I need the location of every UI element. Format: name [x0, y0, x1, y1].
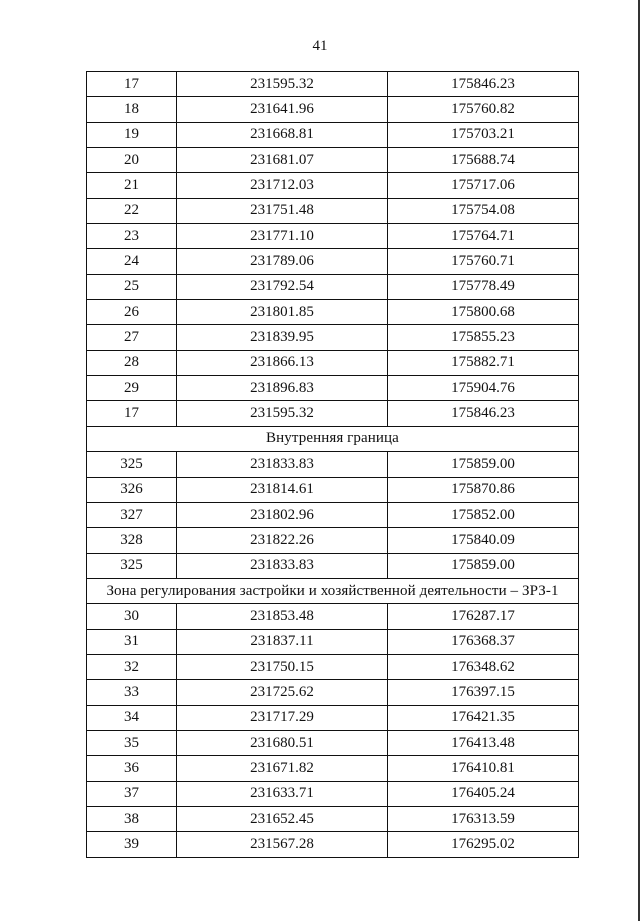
- table-row: [87, 224, 579, 249]
- point-number-cell: 27: [87, 325, 177, 350]
- y-coordinate-cell: 176413.48: [388, 730, 579, 755]
- point-number-cell: 26: [87, 300, 177, 325]
- x-coordinate-cell: 231792.54: [177, 274, 388, 299]
- section-heading-row: [87, 578, 579, 603]
- y-coordinate-cell: 175859.00: [388, 452, 579, 477]
- x-coordinate-cell: 231814.61: [177, 477, 388, 502]
- x-coordinate-cell: 231822.26: [177, 528, 388, 553]
- y-coordinate-cell: 175754.08: [388, 198, 579, 223]
- table-row: [87, 198, 579, 223]
- y-coordinate-cell: 176348.62: [388, 654, 579, 679]
- point-number-cell: 17: [87, 72, 177, 97]
- point-number-cell: 18: [87, 97, 177, 122]
- x-coordinate-cell: 231789.06: [177, 249, 388, 274]
- x-coordinate-cell: 231595.32: [177, 72, 388, 97]
- y-coordinate-cell: 175846.23: [388, 72, 579, 97]
- table-row: [87, 705, 579, 730]
- y-coordinate-cell: 175778.49: [388, 274, 579, 299]
- y-coordinate-cell: 175852.00: [388, 502, 579, 527]
- x-coordinate-cell: 231833.83: [177, 553, 388, 578]
- table-row: [87, 502, 579, 527]
- y-coordinate-cell: 176397.15: [388, 680, 579, 705]
- point-number-cell: 36: [87, 756, 177, 781]
- point-number-cell: 35: [87, 730, 177, 755]
- y-coordinate-cell: 175846.23: [388, 401, 579, 426]
- point-number-cell: 30: [87, 604, 177, 629]
- point-number-cell: 17: [87, 401, 177, 426]
- table-row: [87, 781, 579, 806]
- point-number-cell: 31: [87, 629, 177, 654]
- table-row: [87, 604, 579, 629]
- point-number-cell: 29: [87, 376, 177, 401]
- x-coordinate-cell: 231641.96: [177, 97, 388, 122]
- x-coordinate-cell: 231567.28: [177, 832, 388, 857]
- point-number-cell: 327: [87, 502, 177, 527]
- y-coordinate-cell: 175717.06: [388, 173, 579, 198]
- point-number-cell: 32: [87, 654, 177, 679]
- table-row: [87, 806, 579, 831]
- x-coordinate-cell: 231833.83: [177, 452, 388, 477]
- y-coordinate-cell: 176295.02: [388, 832, 579, 857]
- x-coordinate-cell: 231801.85: [177, 300, 388, 325]
- point-number-cell: 19: [87, 122, 177, 147]
- y-coordinate-cell: 175703.21: [388, 122, 579, 147]
- x-coordinate-cell: 231652.45: [177, 806, 388, 831]
- y-coordinate-cell: 175800.68: [388, 300, 579, 325]
- table-row: [87, 452, 579, 477]
- x-coordinate-cell: 231802.96: [177, 502, 388, 527]
- y-coordinate-cell: 175870.86: [388, 477, 579, 502]
- x-coordinate-cell: 231595.32: [177, 401, 388, 426]
- table-row: [87, 629, 579, 654]
- point-number-cell: 38: [87, 806, 177, 831]
- section-heading: Зона регулирования застройки и хозяйственной деятельности – ЗРЗ-1: [87, 578, 579, 603]
- table-row: [87, 249, 579, 274]
- x-coordinate-cell: 231680.51: [177, 730, 388, 755]
- point-number-cell: 20: [87, 148, 177, 173]
- y-coordinate-cell: 175764.71: [388, 224, 579, 249]
- x-coordinate-cell: 231853.48: [177, 604, 388, 629]
- y-coordinate-cell: 175840.09: [388, 528, 579, 553]
- point-number-cell: 34: [87, 705, 177, 730]
- point-number-cell: 24: [87, 249, 177, 274]
- y-coordinate-cell: 175760.82: [388, 97, 579, 122]
- coordinates-table: [86, 71, 579, 858]
- page-number: 41: [312, 38, 328, 54]
- table-row: [87, 72, 579, 97]
- table-row: [87, 148, 579, 173]
- table-row: [87, 730, 579, 755]
- table-row: [87, 325, 579, 350]
- table-row: [87, 274, 579, 299]
- x-coordinate-cell: 231717.29: [177, 705, 388, 730]
- table-row: [87, 680, 579, 705]
- point-number-cell: 33: [87, 680, 177, 705]
- x-coordinate-cell: 231771.10: [177, 224, 388, 249]
- table-row: [87, 756, 579, 781]
- x-coordinate-cell: 231671.82: [177, 756, 388, 781]
- point-number-cell: 28: [87, 350, 177, 375]
- table-row: [87, 376, 579, 401]
- point-number-cell: 325: [87, 452, 177, 477]
- y-coordinate-cell: 175859.00: [388, 553, 579, 578]
- point-number-cell: 21: [87, 173, 177, 198]
- y-coordinate-cell: 176410.81: [388, 756, 579, 781]
- y-coordinate-cell: 176421.35: [388, 705, 579, 730]
- y-coordinate-cell: 175904.76: [388, 376, 579, 401]
- point-number-cell: 326: [87, 477, 177, 502]
- section-heading-row: [87, 426, 579, 451]
- y-coordinate-cell: 176287.17: [388, 604, 579, 629]
- y-coordinate-cell: 175855.23: [388, 325, 579, 350]
- point-number-cell: 325: [87, 553, 177, 578]
- x-coordinate-cell: 231668.81: [177, 122, 388, 147]
- table-row: [87, 553, 579, 578]
- point-number-cell: 25: [87, 274, 177, 299]
- point-number-cell: 37: [87, 781, 177, 806]
- y-coordinate-cell: 176405.24: [388, 781, 579, 806]
- y-coordinate-cell: 176313.59: [388, 806, 579, 831]
- x-coordinate-cell: 231725.62: [177, 680, 388, 705]
- table-row: [87, 173, 579, 198]
- coordinates-table-body: [87, 72, 579, 858]
- table-row: [87, 97, 579, 122]
- point-number-cell: 328: [87, 528, 177, 553]
- y-coordinate-cell: 175882.71: [388, 350, 579, 375]
- x-coordinate-cell: 231681.07: [177, 148, 388, 173]
- point-number-cell: 23: [87, 224, 177, 249]
- x-coordinate-cell: 231837.11: [177, 629, 388, 654]
- table-row: [87, 122, 579, 147]
- table-row: [87, 654, 579, 679]
- table-row: [87, 528, 579, 553]
- table-row: [87, 832, 579, 857]
- x-coordinate-cell: 231839.95: [177, 325, 388, 350]
- x-coordinate-cell: 231866.13: [177, 350, 388, 375]
- x-coordinate-cell: 231750.15: [177, 654, 388, 679]
- x-coordinate-cell: 231896.83: [177, 376, 388, 401]
- y-coordinate-cell: 175760.71: [388, 249, 579, 274]
- section-heading: Внутренняя граница: [87, 426, 579, 451]
- table-row: [87, 350, 579, 375]
- x-coordinate-cell: 231712.03: [177, 173, 388, 198]
- table-row: [87, 477, 579, 502]
- y-coordinate-cell: 175688.74: [388, 148, 579, 173]
- y-coordinate-cell: 176368.37: [388, 629, 579, 654]
- point-number-cell: 39: [87, 832, 177, 857]
- table-row: [87, 300, 579, 325]
- table-row: [87, 401, 579, 426]
- point-number-cell: 22: [87, 198, 177, 223]
- x-coordinate-cell: 231633.71: [177, 781, 388, 806]
- x-coordinate-cell: 231751.48: [177, 198, 388, 223]
